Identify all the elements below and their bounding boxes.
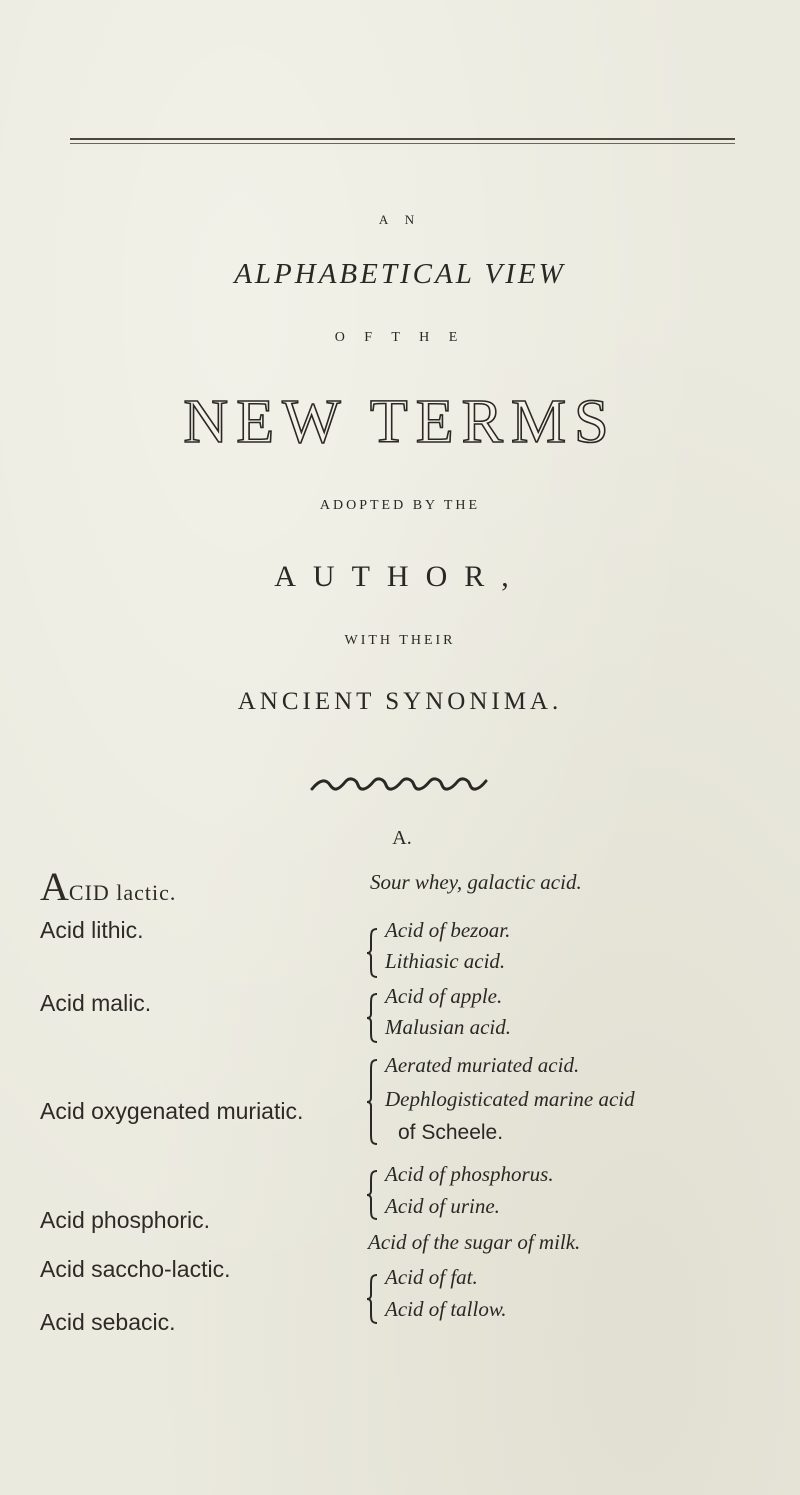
- brace-icon: [365, 927, 379, 979]
- synonym: Dephlogisticated marine acid: [385, 1087, 635, 1111]
- title-of-the: O F T H E: [334, 330, 466, 345]
- synonym: Acid of urine.: [385, 1194, 500, 1218]
- ornament-divider: [310, 775, 490, 795]
- brace-icon: [365, 992, 379, 1044]
- title-adopted-by-the: ADOPTED BY THE: [319, 498, 481, 513]
- title-an: A N: [378, 212, 422, 227]
- term-acid-malic: Acid malic.: [40, 990, 152, 1016]
- title-alphabetical-view: ALPHABETICAL VIEW: [234, 258, 566, 290]
- drop-initial: A: [40, 864, 69, 909]
- title-author: AUTHOR,: [274, 560, 526, 593]
- term-acid-oxygenated-muriatic: Acid oxygenated muriatic.: [40, 1098, 304, 1124]
- synonym: Acid of apple.: [385, 984, 503, 1008]
- brace-icon: [365, 1058, 379, 1146]
- term-text: CID lactic.: [68, 880, 177, 905]
- synonym: Acid of bezoar.: [385, 918, 511, 942]
- term-acid-saccho-lactic: Acid saccho-lactic.: [40, 1256, 231, 1282]
- title-new-terms: NEW TERMS: [183, 388, 617, 456]
- term-acid-lactic: [40, 863, 176, 910]
- synonym: of Scheele.: [398, 1121, 504, 1144]
- top-rule: [70, 138, 735, 140]
- term-acid-lithic: Acid lithic.: [40, 917, 144, 943]
- title-ancient-synonima: ANCIENT SYNONIMA.: [237, 688, 563, 715]
- top-rule-thin: [70, 143, 735, 144]
- synonym: Malusian acid.: [385, 1015, 511, 1039]
- title-with-their: WITH THEIR: [344, 633, 456, 648]
- synonym: Aerated muriated acid.: [385, 1053, 580, 1077]
- synonym: Lithiasic acid.: [385, 949, 506, 973]
- term-acid-sebacic: Acid sebacic.: [40, 1309, 176, 1335]
- brace-icon: [365, 1169, 379, 1221]
- brace-icon: [365, 1273, 379, 1325]
- synonym: Acid of the sugar of milk.: [368, 1230, 581, 1254]
- term-acid-phosphoric: Acid phosphoric.: [40, 1207, 211, 1233]
- synonym: Acid of phosphorus.: [385, 1162, 554, 1186]
- section-letter: A.: [392, 827, 412, 849]
- synonym: Sour whey, galactic acid.: [370, 870, 582, 894]
- synonym: Acid of tallow.: [385, 1297, 507, 1321]
- synonym: Acid of fat.: [385, 1265, 478, 1289]
